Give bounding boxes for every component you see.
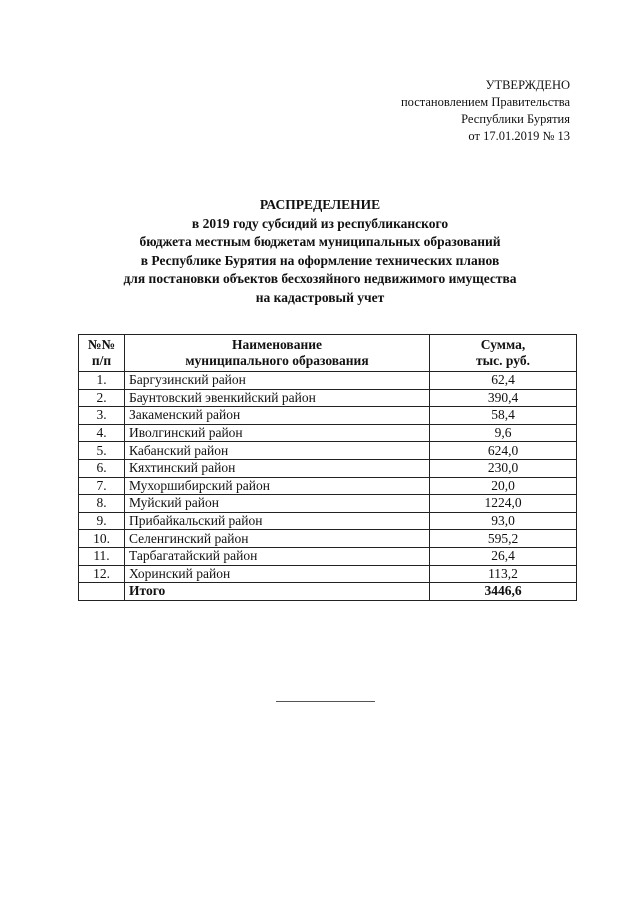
row-district: Тарбагатайский район xyxy=(125,547,430,565)
table-row xyxy=(79,495,577,513)
row-number: 2. xyxy=(79,389,125,407)
row-sum: 624,0 xyxy=(430,442,577,460)
row-district: Баргузинский район xyxy=(125,372,430,390)
row-number: 9. xyxy=(79,512,125,530)
title-line-3: бюджета местным бюджетам муниципальных образований xyxy=(139,234,501,250)
row-district: Муйский район xyxy=(125,495,430,513)
row-sum: 93,0 xyxy=(430,512,577,530)
row-number: 12. xyxy=(79,565,125,583)
row-number: 6. xyxy=(79,459,125,477)
row-district: Мухоршибирский район xyxy=(125,477,430,495)
table-row xyxy=(79,442,577,460)
end-separator-line xyxy=(276,701,375,702)
row-district: Баунтовский эвенкийский район xyxy=(125,389,430,407)
row-sum: 20,0 xyxy=(430,477,577,495)
table-row xyxy=(79,565,577,583)
table-row xyxy=(79,530,577,548)
row-number: 10. xyxy=(79,530,125,548)
row-sum: 26,4 xyxy=(430,547,577,565)
row-number: 3. xyxy=(79,407,125,425)
header-sum-line-1: Сумма, xyxy=(480,337,526,352)
row-number: 5. xyxy=(79,442,125,460)
header-number xyxy=(79,335,125,372)
approval-republic: Республики Бурятия xyxy=(461,112,570,126)
title-line-1: РАСПРЕДЕЛЕНИЕ xyxy=(259,197,381,212)
table-row xyxy=(79,389,577,407)
approval-date-number: от 17.01.2019 № 13 xyxy=(468,129,570,143)
header-name xyxy=(125,335,430,372)
document-title xyxy=(0,196,640,308)
row-district: Иволгинский район xyxy=(125,424,430,442)
row-sum: 595,2 xyxy=(430,530,577,548)
row-district: Кабанский район xyxy=(125,442,430,460)
header-name-line-2: муниципального образования xyxy=(185,353,369,368)
header-number-line-1: №№ xyxy=(87,337,116,352)
row-district: Кяхтинский район xyxy=(125,459,430,477)
row-number: 7. xyxy=(79,477,125,495)
table-row xyxy=(79,372,577,390)
title-line-2: в 2019 году субсидий из республиканского xyxy=(191,215,449,231)
row-sum: 230,0 xyxy=(430,459,577,477)
row-number: 1. xyxy=(79,372,125,390)
row-sum: 58,4 xyxy=(430,407,577,425)
title-line-4: в Республике Бурятия на оформление технических планов xyxy=(140,252,500,268)
table-row xyxy=(79,407,577,425)
row-sum: 1224,0 xyxy=(430,495,577,513)
total-sum: 3446,6 xyxy=(430,583,577,601)
title-line-6: на кадастровый учет xyxy=(255,289,385,305)
total-label: Итого xyxy=(125,583,430,601)
table-row xyxy=(79,477,577,495)
approval-stamp xyxy=(401,77,570,145)
table-row xyxy=(79,547,577,565)
row-district: Закаменский район xyxy=(125,407,430,425)
row-sum: 9,6 xyxy=(430,424,577,442)
table-row xyxy=(79,512,577,530)
header-name-line-1: Наименование xyxy=(232,337,322,352)
total-number xyxy=(79,583,125,601)
table-header-row xyxy=(79,335,577,372)
row-sum: 113,2 xyxy=(430,565,577,583)
row-district: Прибайкальский район xyxy=(125,512,430,530)
approval-resolution: постановлением Правительства xyxy=(400,95,570,109)
row-sum: 390,4 xyxy=(430,389,577,407)
row-number: 8. xyxy=(79,495,125,513)
total-row xyxy=(79,583,577,601)
title-line-5: для постановки объектов бесхозяйного недвижимого имущества xyxy=(123,271,517,287)
row-number: 11. xyxy=(79,547,125,565)
row-district: Селенгинский район xyxy=(125,530,430,548)
distribution-table xyxy=(78,334,577,601)
header-number-line-2: п/п xyxy=(91,353,112,368)
row-sum: 62,4 xyxy=(430,372,577,390)
header-sum-line-2: тыс. руб. xyxy=(476,353,530,368)
header-sum xyxy=(430,335,577,372)
approval-heading: УТВЕРЖДЕНО xyxy=(485,78,570,92)
row-number: 4. xyxy=(79,424,125,442)
table-row xyxy=(79,424,577,442)
row-district: Хоринский район xyxy=(125,565,430,583)
table-row xyxy=(79,459,577,477)
